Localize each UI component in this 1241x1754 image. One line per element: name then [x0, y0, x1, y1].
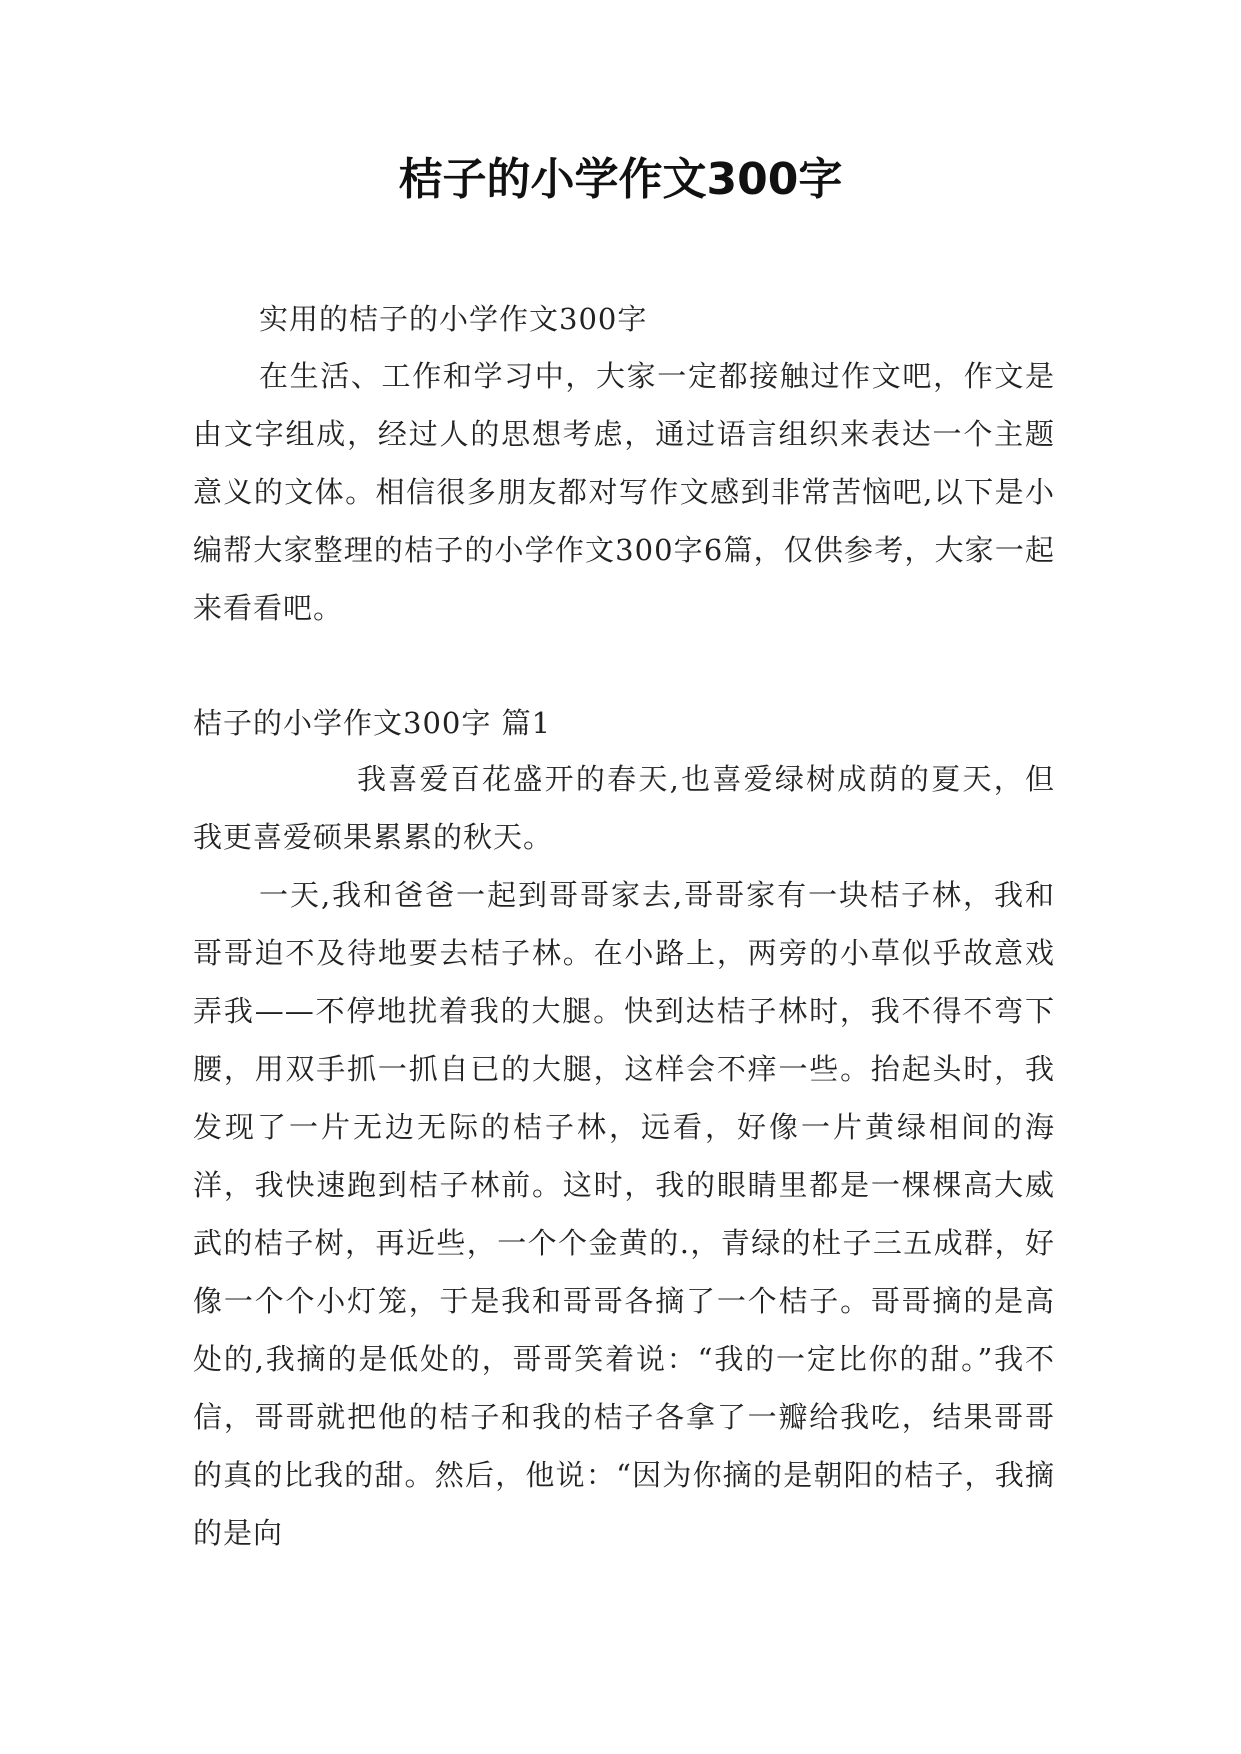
subtitle-paragraph: 实用的桔子的小学作文300字 [259, 302, 648, 336]
essay-paragraph-1: 我喜爱百花盛开的春天,也喜爱绿树成荫的夏天，但我更喜爱硕果累累的秋天。 [193, 762, 1055, 854]
section-heading-block [193, 694, 1055, 752]
intro-block [193, 347, 1055, 637]
essay-body [193, 750, 1055, 1562]
document-title: 桔子的小学作文300字 [398, 154, 843, 205]
essay-paragraph-2: 一天,我和爸爸一起到哥哥家去,哥哥家有一块桔子林，我和哥哥迫不及待地要去桔子林。在小路上，两旁的小草似乎故意戏弄我——不停地扰着我的大腿。快到达桔子林时，我不得不弯下腰，用双手抓一抓自已的大腿，这样会不痒一些。抬起头时，我发现了一片无边无际的桔子林，远看，好像一片黄绿相间的海洋，我快速跑到桔子林前。这时，我的眼睛里都是一棵棵高大威武的桔子树，再近些，一个个金黄的.，青绿的杜子三五成群，好像一个个小灯笼，于是我和哥哥各摘了一个桔子。哥哥摘的是高处的,我摘的是低处的，哥哥笑着说：“我的一定比你的甜。”我不信，哥哥就把他的桔子和我的桔子各拿了一瓣给我吃，结果哥哥的真的比我的甜。然后，他说：“因为你摘的是朝阳的桔子，我摘的是向 [193, 878, 1055, 1550]
intro-paragraph: 在生活、工作和学习中，大家一定都接触过作文吧，作文是由文字组成，经过人的思想考虑，通过语言组织来表达一个主题意义的文体。相信很多朋友都对写作文感到非常苦恼吧,以下是小编帮大家整理的桔子的小学作文300字6篇，仅供参考，大家一起来看看吧。 [193, 359, 1055, 625]
section-heading: 桔子的小学作文300字 篇1 [193, 706, 552, 740]
subtitle-block [193, 290, 1055, 348]
